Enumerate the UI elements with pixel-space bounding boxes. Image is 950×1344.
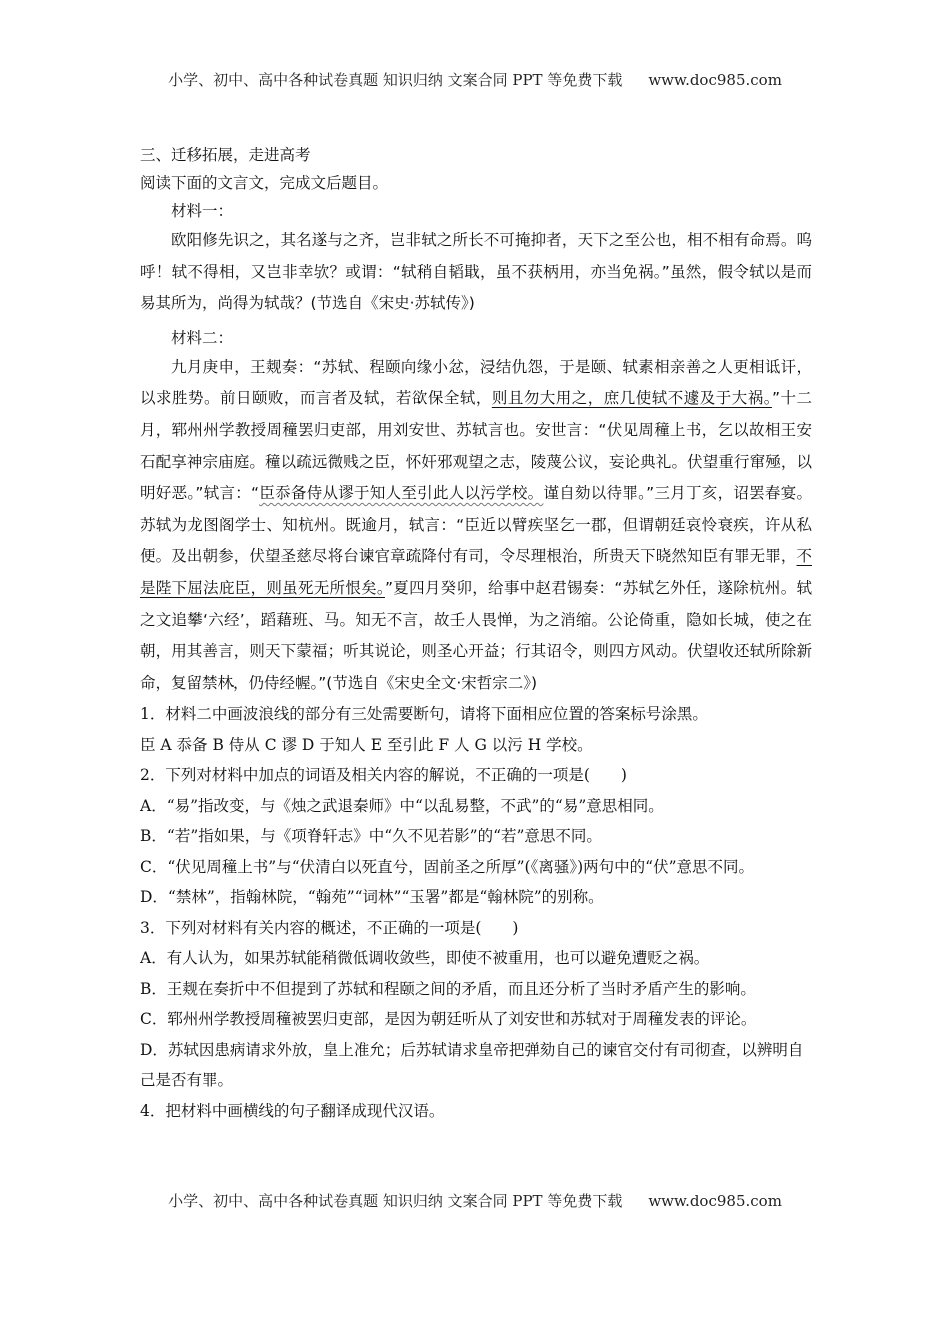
question-2-option-b[interactable]: B．“若”指如果，与《项脊轩志》中“久不见若影”的“若”意思不同。 [140, 827, 602, 846]
dotted-word-ruo: 若 [395, 389, 412, 408]
material1-text [140, 225, 812, 320]
m2-t2: 欲保全轼， [411, 389, 492, 408]
header-url[interactable]: www.doc985.com [648, 71, 782, 89]
question-4-stem: 4．把材料中画横线的句子翻译成现代汉语。 [140, 1101, 445, 1120]
dotted-word-jinlin: 禁林 [202, 673, 234, 692]
question-3-option-a[interactable]: A．有人认为，如果苏轼能稍微低调收敛些，即使不被重用，也可以避免遭贬之祸。 [140, 949, 710, 968]
document-body [140, 141, 812, 1126]
material1-label: 材料一： [171, 202, 234, 220]
question-3-stem: 3．下列对材料有关内容的概述，不正确的一项是( ) [140, 918, 519, 937]
m2-t4: 见周穜上书，乞以故相王安石配享神宗庙庭。穜以疏远微贱之臣，怀奸邪观望之志，陵蔑公议，妄论典礼。伏望重行窜殛，以明好恶。”轼言：“ [140, 420, 812, 503]
page-footer [0, 1190, 950, 1211]
question-4 [140, 1096, 812, 1127]
question-2 [140, 760, 812, 913]
m1-part-b: 其所为，尚得为轼哉？(节选自《宋史·苏轼传》) [155, 294, 475, 313]
dotted-word-yi: 易 [140, 294, 156, 313]
m2-t3: ”十二月，郓州州学教授周穜罢归吏部，用刘安世、苏轼言也。安世言：“ [140, 389, 812, 439]
question-1-stem: 1．材料二中画波浪线的部分有三处需要断句，请将下面相应位置的答案标号涂黑。 [140, 705, 708, 724]
material2-label: 材料二： [171, 328, 234, 347]
question-1-answer-line[interactable]: 臣 A 忝备 B 侍从 C 谬 D 于知人 E 至引此 F 人 G 以污 H 学校。 [140, 735, 593, 754]
question-2-option-c[interactable]: C．“伏见周穜上书”与“伏清白以死直兮，固前圣之所厚”(《离骚》)两句中的“伏”意思不同。 [140, 857, 755, 876]
question-2-option-d[interactable]: D．“禁林”，指翰林院，“翰苑”“词林”“玉署”都是“翰林院”的别称。 [140, 888, 604, 907]
material2-text [140, 352, 812, 700]
m2-t6: ”夏四月癸卯，给事中赵君锡奏：“苏轼乞外任，遂除杭州。轼之文追攀‘六经’，蹈藉班、马。知无不言，故壬人畏惮，为之消缩。公论倚重，隐如长城，使之在朝，用其善言，则天下蒙福；听其说论，则圣心开益；行其诏令，则四方风动。伏望收还轼所除新命，复留 [140, 578, 812, 692]
underlined-sentence-2: 不是陛下屈法庇臣，则虽死无所恨矣。 [140, 547, 812, 597]
question-3 [140, 913, 812, 1096]
question-3-option-c[interactable]: C．郓州州学教授周穜被罢归吏部，是因为朝廷听从了刘安世和苏轼对于周穜发表的评论。 [140, 1010, 757, 1029]
m1-part-a: 欧阳修先识之，其名遂与之齐，岂非轼之所长不可掩抑者，天下之至公也，相不相有命焉。呜呼！轼不得相，又岂非幸欤？或谓：“轼稍自韬戢，虽不获柄用，亦当免祸。”虽然，假令轼以是而 [140, 231, 812, 281]
underlined-sentence-1: 则且勿大用之，庶几使轼不遽及于大祸。 [491, 389, 772, 408]
header-text: 小学、初中、高中各种试卷真题 知识归纳 文案合同 PPT 等免费下载 [168, 71, 623, 89]
page-header [0, 69, 950, 90]
footer-text: 小学、初中、高中各种试卷真题 知识归纳 文案合同 PPT 等免费下载 [168, 1192, 623, 1210]
question-2-stem: 2．下列对材料中加点的词语及相关内容的解说，不正确的一项是( ) [140, 766, 627, 785]
dotted-word-fu: 伏 [606, 420, 623, 439]
m2-t1: 九月庚申，王觌奏：“苏轼、程颐向缘小忿，浸结仇怨，于是颐、轼素相亲善之人更相诋讦，以求胜势。前日颐败，而言者及轼， [140, 357, 812, 408]
question-2-option-a[interactable]: A．“易”指改变，与《烛之武退秦师》中“以乱易整，不武”的“易”意思相同。 [140, 796, 664, 815]
m2-t7: ，仍侍经幄。”(节选自《宋史全文·宋哲宗二》) [233, 673, 538, 692]
instruction: 阅读下面的文言文，完成文后题目。 [140, 174, 389, 192]
question-1 [140, 699, 812, 760]
m2-t5: 谨自劾以待罪。”三月丁亥，诏罢春宴。苏轼为龙图阁学士、知杭州。既逾月，轼言：“臣近以臂疾坚乞一郡，但谓朝廷哀怜衰疾，许从私便。及出朝参，伏望圣慈尽将台谏官章疏降付有司，令尽理根治，所贵天下晓然知臣有罪无罪， [140, 484, 812, 566]
wavy-underlined-sentence: 臣忝备侍从谬于知人至引此人以污学校。 [259, 484, 544, 503]
question-3-option-d[interactable]: D．苏轼因患病请求外放，皇上准允；后苏轼请求皇帝把弹劾自己的谏官交付有司彻查，以辨明自己是否有罪。 [140, 1040, 804, 1090]
footer-url[interactable]: www.doc985.com [648, 1192, 782, 1210]
section-title: 三、迁移拓展，走进高考 [140, 146, 311, 164]
question-3-option-b[interactable]: B．王觌在奏折中不但提到了苏轼和程颐之间的矛盾，而且还分析了当时矛盾产生的影响。 [140, 979, 756, 998]
